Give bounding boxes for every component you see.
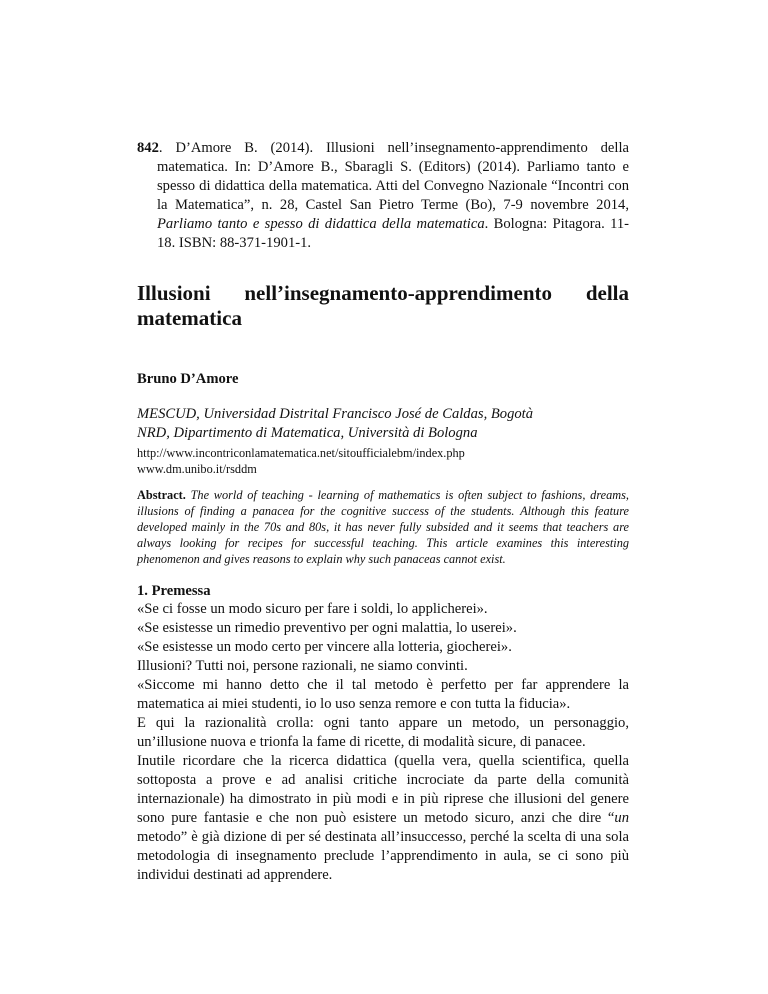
citation-text-b: . Bologna: Pitagora. 11-18. ISBN: 88-371-1901-1. [157,216,630,251]
paragraph: «Se esistesse un rimedio preventivo per ogni malattia, lo userei». [137,620,517,636]
section-body [137,600,629,885]
link-1[interactable]: http://www.incontriconlamatematica.net/sitoufficialebm/index.php [137,446,465,460]
abstract [137,487,629,567]
affiliation-1: MESCUD, Universidad Distrital Francisco José de Caldas, Bogotà [137,406,534,422]
citation-italic-title: Parliamo tanto e spesso di didattica della matematica [157,216,485,232]
title-line-2: matematica [137,306,242,330]
paragraph: «Siccome mi hanno detto che il tal metodo è perfetto per far apprendere la matematica ai miei studenti, io lo uso senza remore e con tutta la fiducia». [137,677,629,712]
citation [137,139,629,253]
affiliations [137,405,629,443]
abstract-label: Abstract. [137,488,186,502]
link-2[interactable]: www.dm.unibo.it/rsddm [137,462,257,476]
paragraph: «Se esistesse un modo certo per vincere alla lotteria, giocherei». [137,639,512,655]
paragraph: Illusioni? Tutti noi, persone razionali, ne siamo convinti. [137,658,468,674]
last-para-b: metodo” è già dizione di per sé destinata all’insuccesso, perché la scelta di una sola metodologia di insegnamento preclude l’apprendimento in aula, se ci sono più individui destinati ad apprendere. [137,829,629,883]
paper-title [137,281,629,331]
title-word-2: nell’insegnamento-apprendimento [244,281,552,305]
paragraph: E qui la razionalità crolla: ogni tanto appare un metodo, un personaggio, un’illusione nuova e trionfa la fame di ricette, di modalità sicure, di panacee. [137,715,629,750]
author-links [137,445,465,477]
paragraph: «Se ci fosse un modo sicuro per fare i soldi, lo applicherei». [137,601,488,617]
paragraph-last [137,752,629,885]
last-para-italic: un [614,810,629,826]
abstract-text: The world of teaching - learning of mathematics is often subject to fashions, dreams, illusions of finding a panacea for the cognitive success of the students. Although this feature developed mainly in the 70s and 80s, it has never fully subsided and it seems that teachers are always looking for recipes for successful teaching. This article examines this interesting phenomenon and gives reasons to explain why such panaceas cannot exist. [137,488,629,566]
title-word-1: Illusioni [137,281,211,305]
title-word-3: della [585,281,629,305]
citation-number: 842 [137,140,159,156]
citation-text-a: . D’Amore B. (2014). Illusioni nell’insegnamento-apprendimento della matematica. In: D’Amore B., Sbaragli S. (Editors) (2014). Parliamo tanto e spesso di didattica della matematica. Atti del Convegno Nazionale “Incontri con la Matematica”, n. 28, Castel San Pietro Terme (Bo), 7-9 novembre 2014, [157,140,629,213]
last-para-a: Inutile ricordare che la ricerca didattica (quella vera, quella scientifica, quella sottoposta a prove e ad analisi critiche incrociate da parte della comunità internazionale) ha dimostrato in più modi e in più riprese che illusioni del genere sono pure fantasie e che non può esistere un metodo sicuro, anzi che dire “ [137,753,629,826]
section-title: 1. Premessa [137,583,211,599]
affiliation-2: NRD, Dipartimento di Matematica, Università di Bologna [137,425,478,441]
author-name: Bruno D’Amore [137,371,239,387]
